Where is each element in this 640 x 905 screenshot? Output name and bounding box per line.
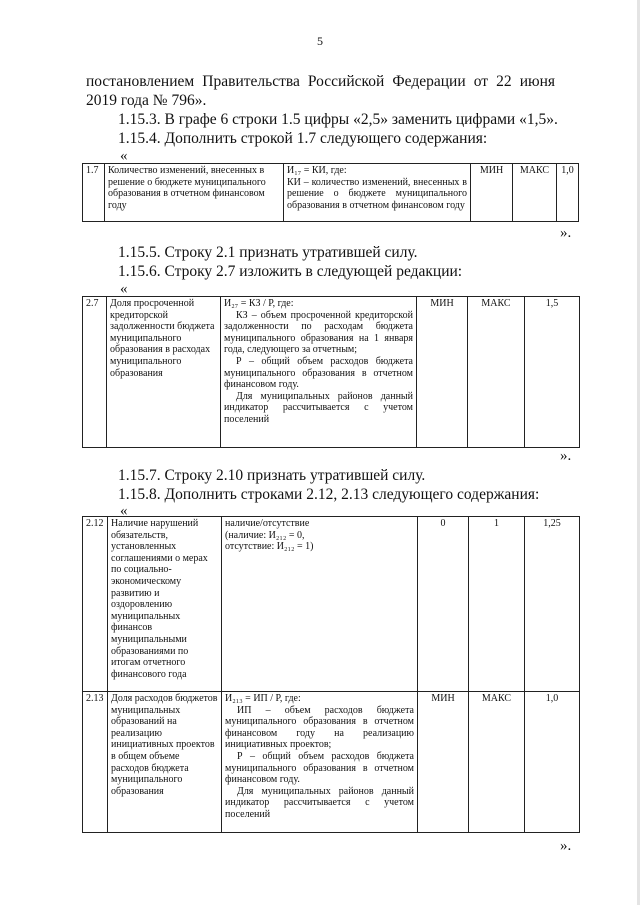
row-number: 1.7 — [83, 164, 105, 222]
close-quote: ». — [560, 225, 572, 241]
weight-value: 1,5 — [525, 297, 580, 448]
close-quote: ». — [560, 448, 572, 464]
item-1-15-7: 1.15.7. Строку 2.10 признать утратившей силу. — [118, 467, 426, 484]
indicator-formula-cell — [222, 517, 418, 692]
item-1-15-8: 1.15.8. Дополнить строками 2.12, 2.13 следующего содержания: — [118, 486, 540, 503]
indicator-formula-cell — [221, 297, 417, 448]
open-quote: « — [120, 148, 128, 164]
close-quote: ». — [560, 838, 572, 854]
formula-description: КИ – количество изменений, внесенных в решение о бюджете муниципального образования в отчетном финансовом году — [287, 176, 467, 211]
indicator-name: Доля расходов бюджетов муниципальных образований на реализацию инициативных проектов в общем объеме расходов бюджета муниципального образования — [108, 692, 222, 833]
row-number: 2.7 — [83, 297, 107, 448]
formula-description-2: отсутствие: И₂₁₂ = 1) — [225, 541, 314, 553]
formula-description-1: ИП – объем расходов бюджета муниципального образования в отчетном финансовом году на реализацию инициативных проектов; — [225, 704, 414, 751]
formula: И₂₇ = КЗ / Р, где: — [224, 298, 294, 309]
indicator-name: Количество изменений, внесенных в решение о бюджете муниципального образования в отчетном финансовом году — [105, 164, 284, 222]
min-value: МИН — [417, 297, 468, 448]
table-row-1-7 — [82, 163, 579, 222]
formula-description-3: Для муниципальных районов данный индикатор рассчитывается с учетом поселений — [224, 390, 413, 425]
page-number: 5 — [317, 34, 323, 48]
formula-description-1: КЗ – объем просроченной кредиторской задолженности по расходам бюджета муниципального образования на 1 января года, следующего за отчетным; — [224, 309, 413, 356]
table-row-2-7 — [82, 296, 580, 448]
table-row-2-12 — [83, 517, 580, 692]
open-quote: « — [120, 281, 128, 297]
indicator-name: Наличие нарушений обязательств, установленных соглашениями о мерах по социально-экономическому развитию и оздоровлению муниципальных финансов муниципальными образованиями по итогам отчетного финансового года — [108, 517, 222, 692]
indicator-name: Доля просроченной кредиторской задолженности бюджета муниципального образования в расходах муниципального образования — [107, 297, 221, 448]
formula: наличие/отсутствие — [225, 518, 310, 529]
weight-value: 1,25 — [525, 517, 580, 692]
max-value: МАКС — [468, 297, 525, 448]
row-number: 2.12 — [83, 517, 108, 692]
intro-line-1: постановлением Правительства Российской Федерации от 22 июня — [86, 73, 555, 90]
formula: И₂₁₃ = ИП / Р, где: — [225, 693, 301, 704]
min-value: МИН — [418, 692, 469, 833]
max-value: МАКС — [469, 692, 525, 833]
min-value: МИН — [471, 164, 513, 222]
formula-description-2: Р – общий объем расходов бюджета муниципального образования в отчетном финансовом году. — [225, 750, 414, 786]
weight-value: 1,0 — [525, 692, 580, 833]
indicator-formula-cell — [222, 692, 418, 833]
indicator-formula-cell — [284, 164, 471, 222]
intro-line-2: 2019 года № 796». — [86, 92, 207, 109]
item-1-15-5: 1.15.5. Строку 2.1 признать утратившей силу. — [118, 244, 418, 261]
formula-description-2: Р – общий объем расходов бюджета муниципального образования в отчетном финансовом году. — [224, 355, 413, 391]
open-quote: « — [120, 503, 128, 519]
table-row-2-13 — [83, 692, 580, 833]
item-1-15-3: 1.15.3. В графе 6 строки 1.5 цифры «2,5» заменить цифрами «1,5». — [118, 111, 558, 128]
formula: И₁₇ = КИ, где: — [287, 165, 347, 176]
item-1-15-6: 1.15.6. Строку 2.7 изложить в следующей редакции: — [118, 263, 463, 280]
max-value: МАКС — [513, 164, 557, 222]
table-rows-2-12-2-13 — [82, 516, 580, 833]
formula-description-1: (наличие: И₂₁₂ = 0, — [225, 529, 305, 541]
min-value: 0 — [418, 517, 469, 692]
weight-value: 1,0 — [557, 164, 579, 222]
row-number: 2.13 — [83, 692, 108, 833]
formula-description-3: Для муниципальных районов данный индикатор рассчитывается с учетом поселений — [225, 785, 414, 820]
max-value: 1 — [469, 517, 525, 692]
item-1-15-4: 1.15.4. Дополнить строкой 1.7 следующего содержания: — [118, 130, 488, 147]
